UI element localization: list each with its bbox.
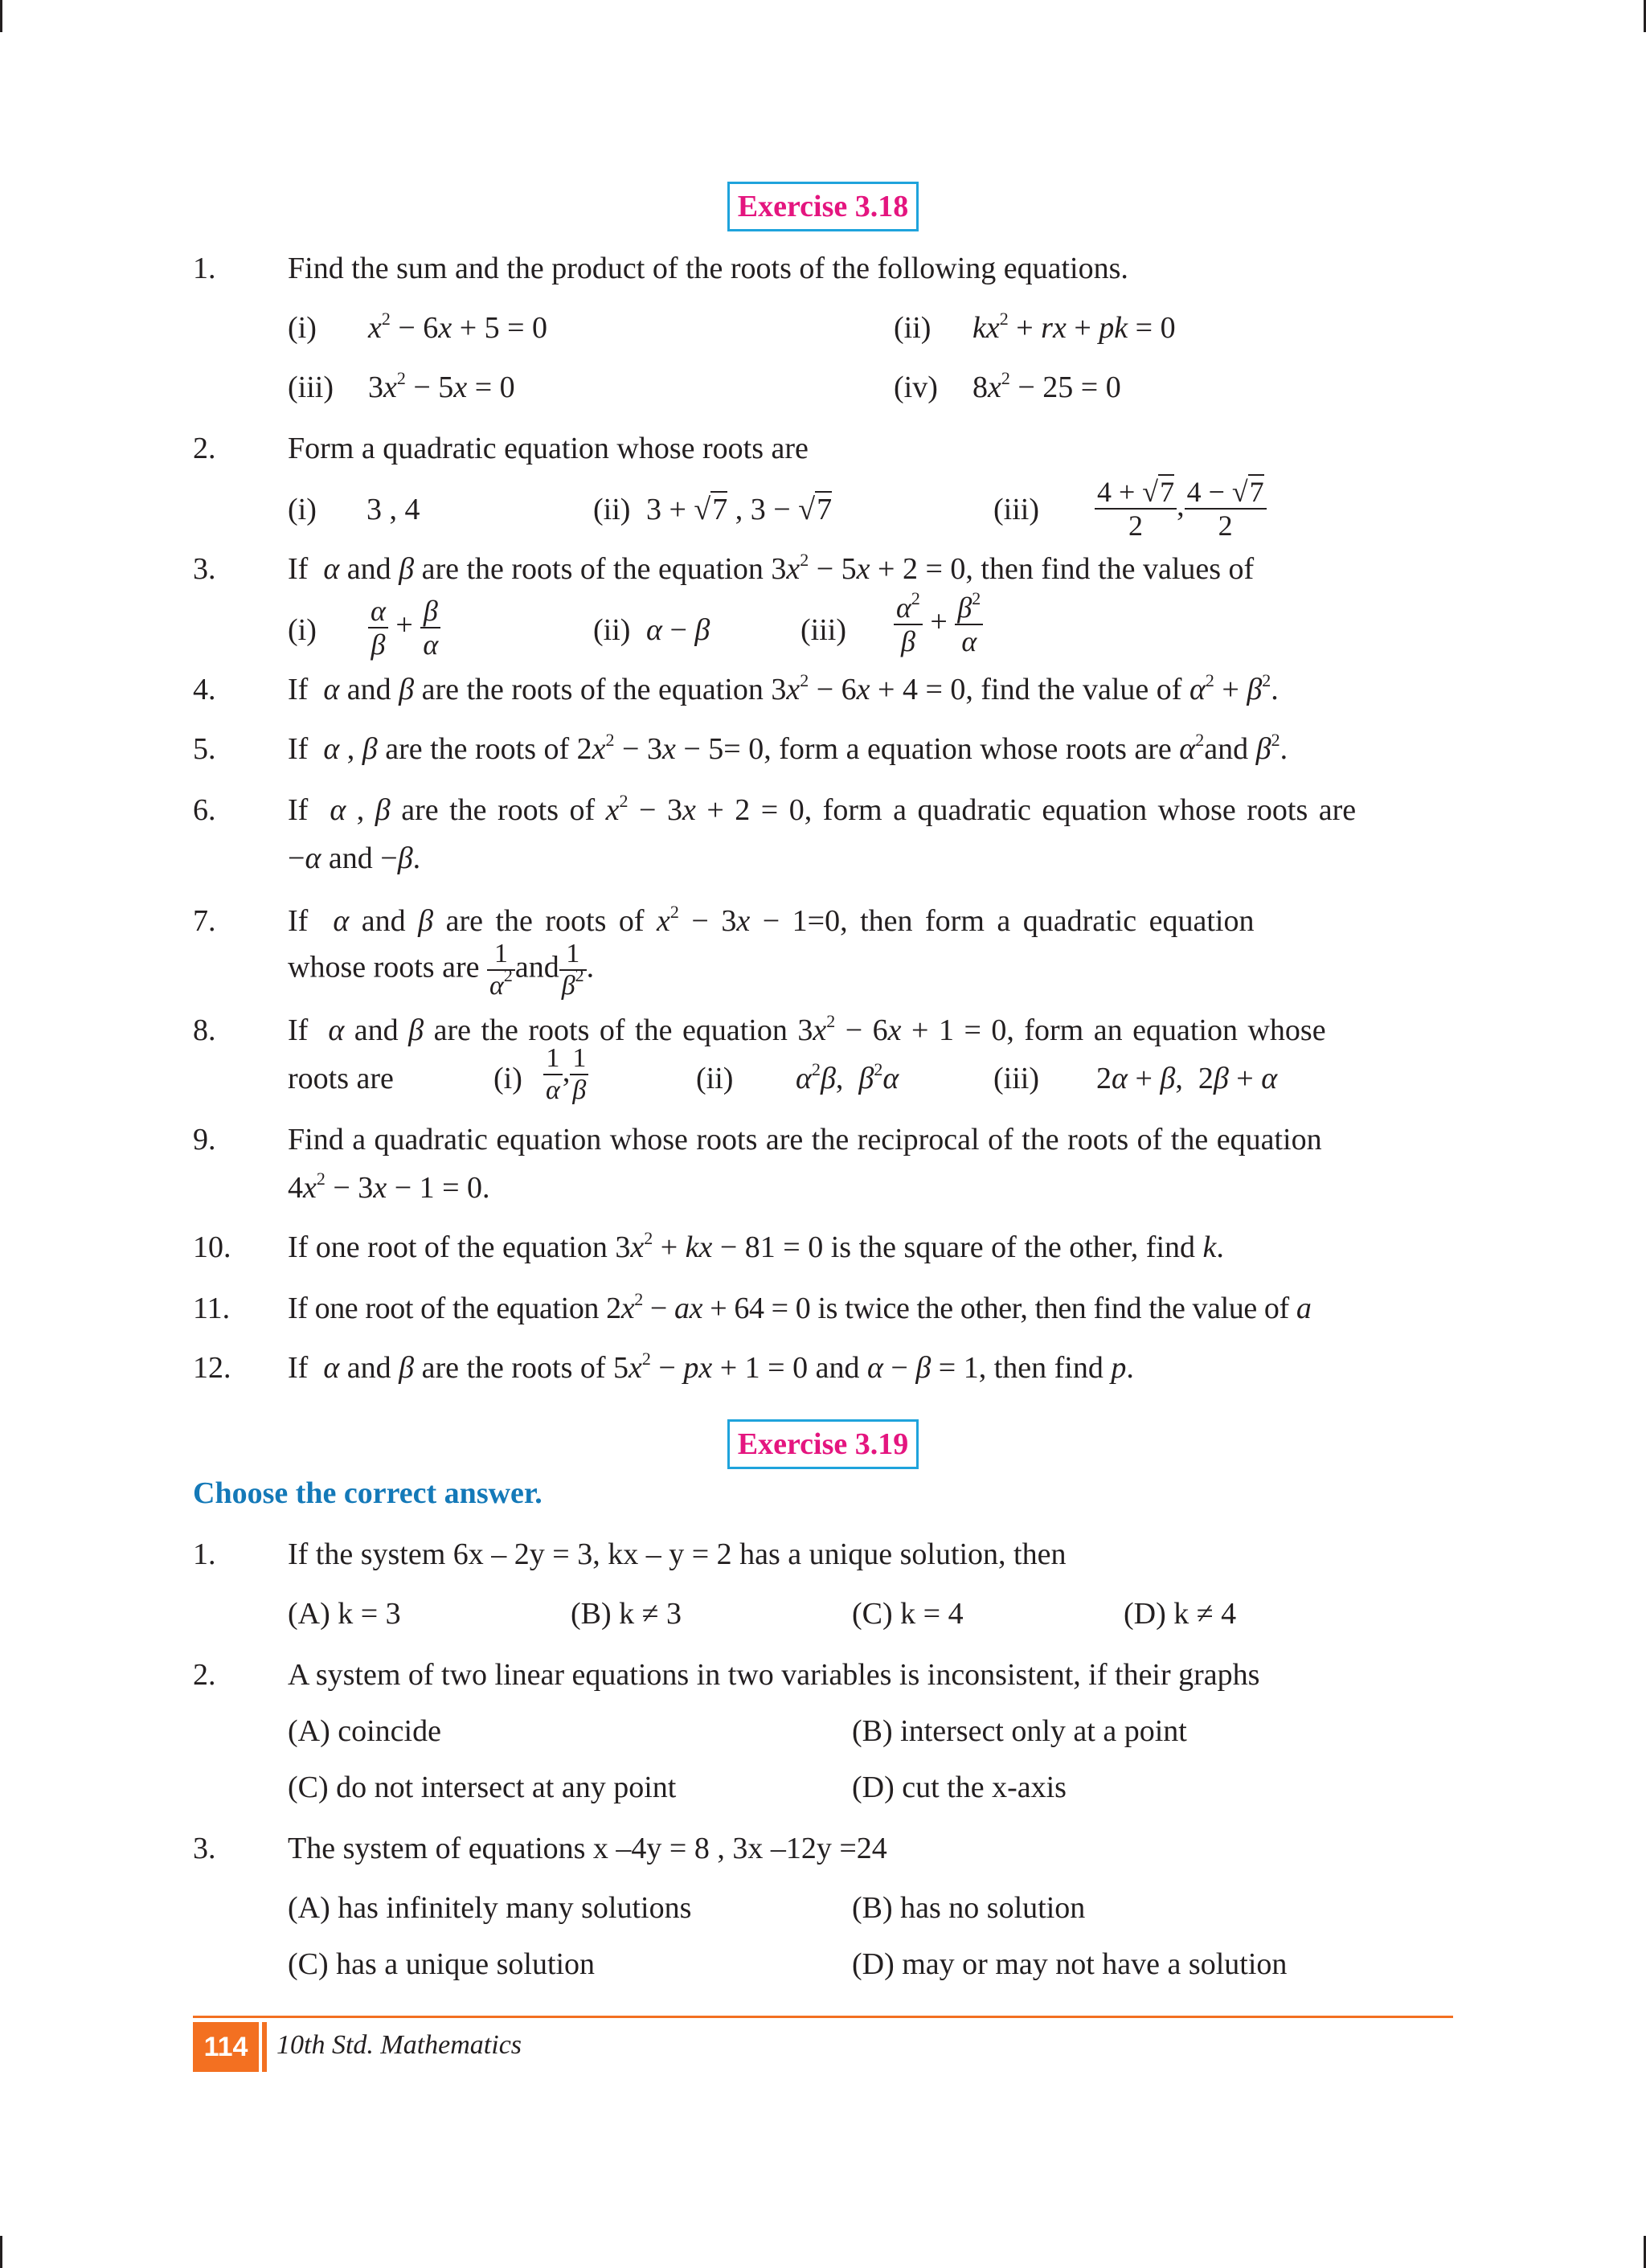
answer-option[interactable]: (A) k = 3 (288, 1597, 401, 1631)
equation: $8x^2 - 25 = 0$ (972, 368, 1121, 404)
question-text-continued: roots are (288, 1062, 394, 1095)
page-number: 114 (193, 2022, 259, 2072)
option-label: (ii) (593, 493, 631, 526)
question-text: If α and β are the roots of $x^2 - 3x - 1=0$, then form a quadratic equation (288, 902, 1255, 938)
question-text-start: If (288, 793, 309, 827)
question-number: 3. (193, 1832, 216, 1865)
question-number: 7. (193, 904, 216, 938)
question-text: If α and β are the roots of the equation $3x^2 - 6x + 1 = 0$, form an equation whose (288, 1011, 1326, 1047)
question-text: Find the sum and the product of the roots of the following equations. (288, 252, 1128, 285)
instruction-heading: Choose the correct answer. (193, 1476, 543, 1510)
answer-option[interactable]: (A) has infinitely many solutions (288, 1891, 692, 1925)
book-title: 10th Std. Mathematics (276, 2030, 522, 2060)
question-text-continued: whose roots are $\frac{1}{\alpha^2}$ and $\frac{1}{\beta^2}$ . (288, 939, 595, 1001)
question-text-start: If (288, 552, 309, 586)
equation: $\frac{\alpha}{\beta}$ + $\frac{\beta}{\alpha}$ (368, 596, 440, 659)
equation: $x^2 - 6x + 5 = 0$ (368, 309, 548, 345)
question-text-start: If (288, 1351, 309, 1385)
answer-option[interactable]: (D) k ≠ 4 (1124, 1597, 1237, 1631)
question-text: If α , β are the roots of $x^2 - 3x + 2 = 0$, form a quadratic equation whose roots are (288, 791, 1357, 827)
question-text: Find a quadratic equation whose roots are the reciprocal of the roots of the equation (288, 1123, 1322, 1157)
option-label: (iii) (993, 1062, 1039, 1095)
option-label: (i) (288, 493, 317, 526)
question-text: The system of equations x –4y = 8 , 3x –12y =24 (288, 1832, 887, 1865)
option-label: (iv) (894, 370, 938, 404)
equation: $\frac{4 + √7}{2}$ , $\frac{4 - √7}{2}$ (1095, 477, 1267, 540)
footer-divider (262, 2022, 267, 2072)
option-label: (i) (288, 311, 317, 345)
question-text-continued: −α and −β. (288, 841, 421, 875)
crop-mark (0, 2236, 2, 2268)
crop-mark (0, 0, 2, 32)
equation: 3 + √7 , 3 − √7 (646, 493, 833, 526)
question-text-continued: $4x^2 - 3x - 1 = 0$. (288, 1169, 490, 1205)
equation: $\alpha^2\beta$, $\beta^2\alpha$ (796, 1059, 899, 1095)
option-label: (iii) (800, 613, 846, 647)
question-text: If α and β are the roots of the equation $3x^2 - 5x + 2 = 0$, then find the values of (288, 550, 1255, 586)
question-text: If the system 6x – 2y = 3, kx – y = 2 has a unique solution, then (288, 1537, 1067, 1571)
answer-option[interactable]: (A) coincide (288, 1714, 441, 1748)
question-number: 2. (193, 432, 216, 465)
equation: 2α + β, 2β + α (1096, 1062, 1278, 1095)
answer-option[interactable]: (C) has a unique solution (288, 1947, 596, 1981)
question-text-start: If (288, 673, 309, 706)
answer-option[interactable]: (B) has no solution (852, 1891, 1086, 1925)
answer-option[interactable]: (D) may or may not have a solution (852, 1947, 1288, 1981)
footer-rule (193, 2016, 1453, 2018)
option-label: (i) (493, 1062, 522, 1095)
question-text-start: If (288, 1013, 309, 1047)
answer-option[interactable]: (C) k = 4 (852, 1597, 964, 1631)
question-text-start: If one root of the equation (288, 1292, 600, 1325)
answer-option[interactable]: (B) intersect only at a point (852, 1714, 1187, 1748)
question-number: 4. (193, 673, 216, 706)
question-number: 1. (193, 1537, 216, 1571)
question-number: 1. (193, 252, 216, 285)
question-number: 9. (193, 1123, 216, 1157)
question-text: If α , β are the roots of $2x^2 - 3x - 5= 0$, form a equation whose roots are $\alpha^2and$ $\beta^2$. (288, 730, 1288, 766)
equation: $\frac{\alpha^2}{\beta}$ + $\frac{\beta^2}{\alpha}$ (894, 593, 983, 656)
question-text: If α and β are the roots of $5x^2$ − px + 1 = 0 and α − β = 1, then find p. (288, 1349, 1134, 1385)
equation: $3x^2 - 5x = 0$ (368, 368, 515, 404)
question-number: 12. (193, 1351, 231, 1385)
question-text-start: If one root of the equation (288, 1230, 608, 1264)
option-label: (ii) (696, 1062, 734, 1095)
question-text-start: If (288, 904, 309, 938)
option-label: (i) (288, 613, 317, 647)
question-number: 10. (193, 1230, 231, 1264)
answer-option[interactable]: (B) k ≠ 3 (571, 1597, 682, 1631)
question-number: 3. (193, 552, 216, 586)
option-label: (ii) (593, 613, 631, 647)
equation: $kx^2$ + rx + pk = 0 (972, 309, 1176, 345)
option-label: (iii) (288, 370, 334, 404)
exercise-title-box: Exercise 3.18 (727, 182, 919, 231)
question-number: 8. (193, 1013, 216, 1047)
question-text: If one root of the equation $2x^2$ − ax + 64 = 0 is twice the other, then find the value of a (288, 1289, 1312, 1325)
equation: $\frac{1}{\alpha}$ , $\frac{1}{\beta}$ (543, 1045, 588, 1104)
exercise-title (0, 1419, 1646, 1469)
exercise-title (0, 182, 1646, 231)
question-number: 6. (193, 793, 216, 827)
equation: α − β (646, 613, 710, 647)
question-number: 5. (193, 732, 216, 766)
question-number: 2. (193, 1658, 216, 1692)
question-text: Form a quadratic equation whose roots are (288, 432, 809, 465)
question-text: If one root of the equation $3x^2$ + kx − 81 = 0 is the square of the other, find k. (288, 1228, 1224, 1264)
exercise-title-box: Exercise 3.19 (727, 1419, 919, 1469)
question-number: 11. (193, 1292, 231, 1325)
answer-option[interactable]: (C) do not intersect at any point (288, 1771, 677, 1804)
option-label: (ii) (894, 311, 932, 345)
option-label: (iii) (993, 493, 1039, 526)
question-text: A system of two linear equations in two variables is inconsistent, if their graphs (288, 1658, 1260, 1692)
answer-option[interactable]: (D) cut the x-axis (852, 1771, 1067, 1804)
question-text-end: , then find the values of (965, 552, 1255, 586)
question-text: If α and β are the roots of the equation $3x^2 - 6x + 4 = 0$, find the value of $\alpha^2 + \beta^2$. (288, 670, 1279, 706)
question-text-start: If (288, 732, 309, 766)
option-value: 3 , 4 (366, 493, 420, 526)
